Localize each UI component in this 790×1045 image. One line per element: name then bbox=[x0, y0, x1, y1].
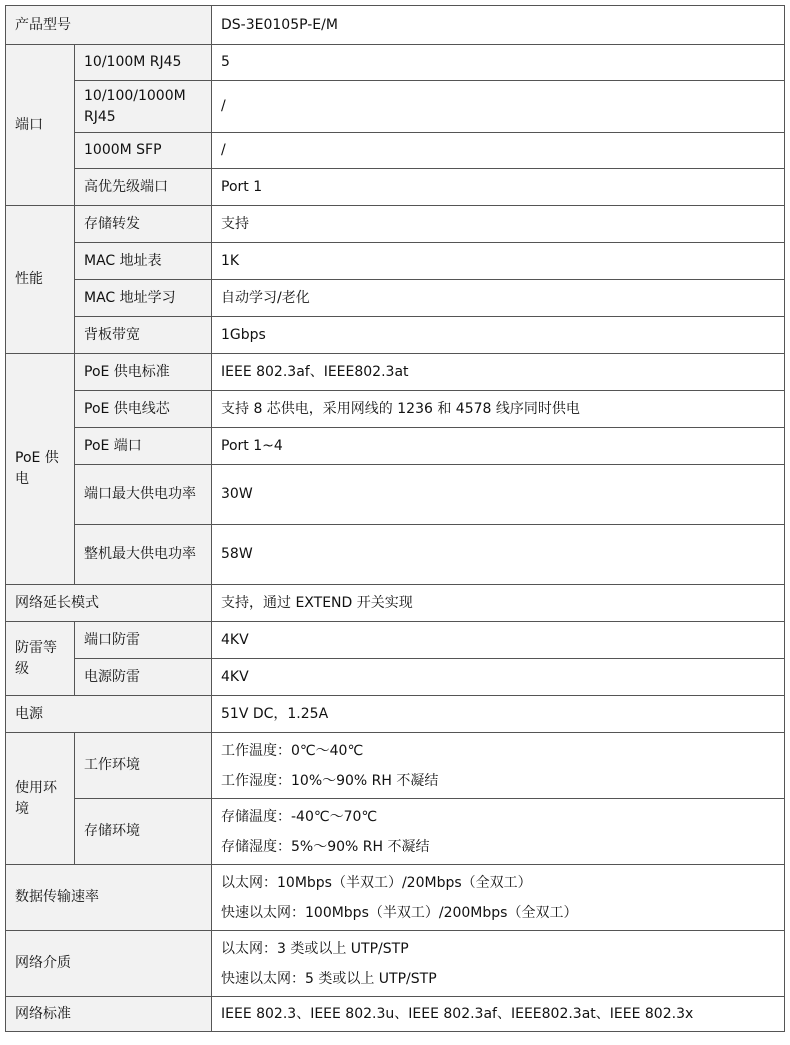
environment-item-label: 工作环境 bbox=[75, 733, 212, 799]
table-row bbox=[6, 525, 785, 585]
rate-value bbox=[212, 865, 785, 931]
performance-item-label: MAC 地址学习 bbox=[75, 280, 212, 317]
lightning-label: 防雷等级 bbox=[6, 622, 75, 696]
performance-item-label: MAC 地址表 bbox=[75, 243, 212, 280]
ports-label: 端口 bbox=[6, 45, 75, 206]
port-item-value: 5 bbox=[212, 45, 785, 81]
model-label: 产品型号 bbox=[6, 6, 212, 45]
environment-label: 使用环境 bbox=[6, 733, 75, 865]
table-row bbox=[6, 133, 785, 169]
performance-item-value: 1Gbps bbox=[212, 317, 785, 354]
table-row bbox=[6, 931, 785, 997]
poe-item-label: 端口最大供电功率 bbox=[75, 465, 212, 525]
port-item-label: 高优先级端口 bbox=[75, 169, 212, 206]
port-item-label: 1000M SFP bbox=[75, 133, 212, 169]
port-item-label: 10/100/1000M RJ45 bbox=[75, 81, 212, 133]
extend-label: 网络延长模式 bbox=[6, 585, 212, 622]
port-item-value: / bbox=[212, 133, 785, 169]
power-value: 51V DC，1.25A bbox=[212, 696, 785, 733]
standard-label: 网络标准 bbox=[6, 997, 212, 1032]
poe-label: PoE 供电 bbox=[6, 354, 75, 585]
poe-item-label: PoE 供电标准 bbox=[75, 354, 212, 391]
table-row bbox=[6, 45, 785, 81]
table-row bbox=[6, 6, 785, 45]
lightning-item-label: 电源防雷 bbox=[75, 659, 212, 696]
table-row bbox=[6, 169, 785, 206]
port-item-value: / bbox=[212, 81, 785, 133]
poe-item-label: PoE 供电线芯 bbox=[75, 391, 212, 428]
rate-label: 数据传输速率 bbox=[6, 865, 212, 931]
poe-item-label: PoE 端口 bbox=[75, 428, 212, 465]
performance-item-label: 存储转发 bbox=[75, 206, 212, 243]
lightning-item-label: 端口防雷 bbox=[75, 622, 212, 659]
port-item-label: 10/100M RJ45 bbox=[75, 45, 212, 81]
spec-table bbox=[5, 5, 785, 1032]
table-row bbox=[6, 733, 785, 799]
performance-item-label: 背板带宽 bbox=[75, 317, 212, 354]
table-row bbox=[6, 696, 785, 733]
extend-value: 支持，通过 EXTEND 开关实现 bbox=[212, 585, 785, 622]
performance-item-value: 支持 bbox=[212, 206, 785, 243]
table-row bbox=[6, 317, 785, 354]
table-row bbox=[6, 428, 785, 465]
environment-line: 存储湿度：5%～90% RH 不凝结 bbox=[221, 838, 430, 855]
poe-item-value: Port 1~4 bbox=[212, 428, 785, 465]
environment-item-value bbox=[212, 799, 785, 865]
table-row bbox=[6, 659, 785, 696]
performance-item-value: 1K bbox=[212, 243, 785, 280]
environment-line: 工作湿度：10%～90% RH 不凝结 bbox=[221, 772, 439, 789]
medium-line: 以太网：3 类或以上 UTP/STP bbox=[221, 940, 409, 957]
table-row bbox=[6, 622, 785, 659]
rate-line: 以太网：10Mbps（半双工）/20Mbps（全双工） bbox=[221, 874, 532, 891]
performance-item-value: 自动学习/老化 bbox=[212, 280, 785, 317]
table-row bbox=[6, 391, 785, 428]
poe-item-value: 30W bbox=[212, 465, 785, 525]
table-row bbox=[6, 865, 785, 931]
table-row bbox=[6, 585, 785, 622]
standard-value: IEEE 802.3、IEEE 802.3u、IEEE 802.3af、IEEE802.3at、IEEE 802.3x bbox=[212, 997, 785, 1032]
poe-item-value: 58W bbox=[212, 525, 785, 585]
table-row bbox=[6, 465, 785, 525]
power-label: 电源 bbox=[6, 696, 212, 733]
table-row bbox=[6, 799, 785, 865]
table-row bbox=[6, 997, 785, 1032]
model-value: DS-3E0105P-E/M bbox=[212, 6, 785, 45]
poe-item-value: IEEE 802.3af、IEEE802.3at bbox=[212, 354, 785, 391]
lightning-item-value: 4KV bbox=[212, 659, 785, 696]
poe-item-label: 整机最大供电功率 bbox=[75, 525, 212, 585]
poe-item-value: 支持 8 芯供电，采用网线的 1236 和 4578 线序同时供电 bbox=[212, 391, 785, 428]
table-row bbox=[6, 354, 785, 391]
environment-line: 工作温度：0℃～40℃ bbox=[221, 742, 364, 759]
environment-item-value bbox=[212, 733, 785, 799]
medium-value bbox=[212, 931, 785, 997]
environment-line: 存储温度：-40℃～70℃ bbox=[221, 808, 378, 825]
performance-label: 性能 bbox=[6, 206, 75, 354]
table-row bbox=[6, 280, 785, 317]
table-row bbox=[6, 243, 785, 280]
lightning-item-value: 4KV bbox=[212, 622, 785, 659]
rate-line: 快速以太网：100Mbps（半双工）/200Mbps（全双工） bbox=[221, 904, 578, 921]
environment-item-label: 存储环境 bbox=[75, 799, 212, 865]
port-item-value: Port 1 bbox=[212, 169, 785, 206]
medium-line: 快速以太网：5 类或以上 UTP/STP bbox=[221, 970, 437, 987]
medium-label: 网络介质 bbox=[6, 931, 212, 997]
table-row bbox=[6, 206, 785, 243]
table-row bbox=[6, 81, 785, 133]
